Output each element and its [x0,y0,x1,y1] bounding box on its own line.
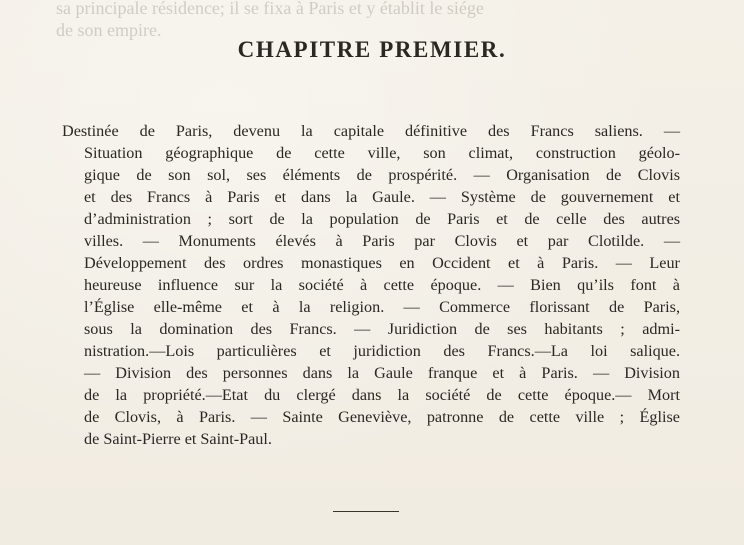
fragment-line-1: sa principale résidence; il se fixa à Paris et y établit le siége [56,0,484,18]
section-divider [333,511,399,512]
summary-line: — Division des personnes dans la Gaule franque et à Paris. — Division [84,364,680,382]
summary-line: l’Église elle-même et à la religion. — Commerce florissant de Paris, [84,298,681,316]
chapter-title: CHAPITRE PREMIER. [237,37,507,62]
summary-line: heureuse influence sur la société à cette époque. — Bien qu’ils font à [84,276,680,294]
summary-line: Situation géographique de cette ville, son climat, construction géolo- [84,144,681,162]
fragment-line-2: de son empire. [56,20,162,40]
summary-line: de Clovis, à Paris. — Sainte Geneviève, patronne de cette ville ; Église [84,408,680,426]
summary-line: de la propriété.—Etat du clergé dans la société de cette époque.— Mort [84,386,680,404]
summary-line: Développement des ordres monastiques en Occident et à Paris. — Leur [84,254,680,272]
summary-line: de Saint-Pierre et Saint-Paul. [84,430,272,448]
chapter-summary [62,120,680,450]
summary-line: nistration.—Lois particulières et juridiction des Francs.—La loi salique. [84,342,680,360]
summary-line: Destinée de Paris, devenu la capitale définitive des Francs saliens. — [62,122,681,140]
summary-line: et des Francs à Paris et dans la Gaule. — Système de gouvernement et [84,188,680,206]
summary-line: sous la domination des Francs. — Juridiction de ses habitants ; admi- [84,320,680,338]
summary-line: villes. — Monuments élevés à Paris par Clovis et par Clotilde. — [84,232,681,250]
summary-line: d’administration ; sort de la population de Paris et de celle des autres [84,210,681,228]
summary-line: gique de son sol, ses éléments de prospérité. — Organisation de Clovis [84,166,681,184]
